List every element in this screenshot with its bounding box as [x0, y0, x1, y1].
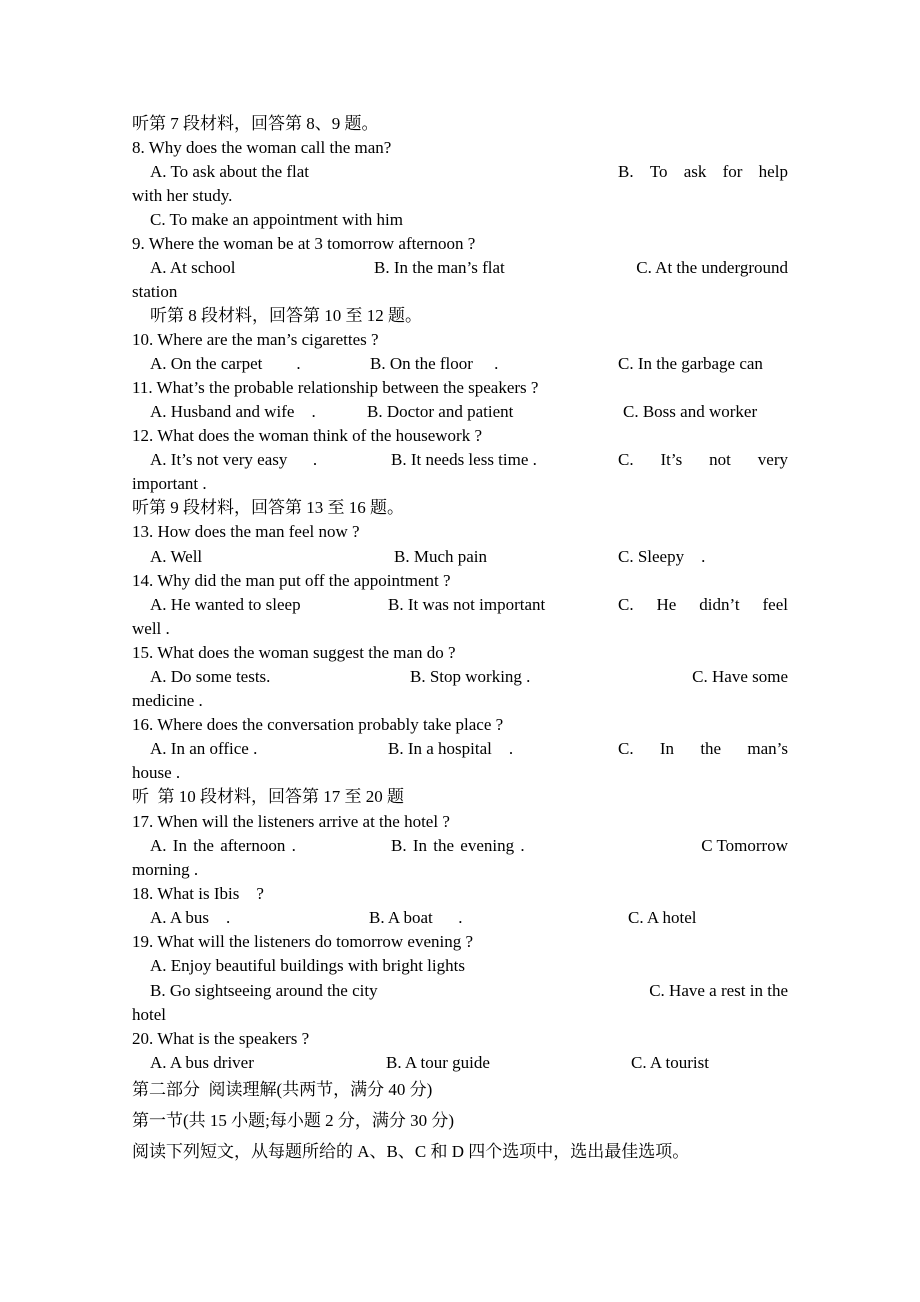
question-15: 15. What does the woman suggest the man do ?	[132, 643, 456, 662]
q16-option-a: A. In an office .	[150, 739, 258, 758]
q17-option-c-continued: morning .	[132, 860, 199, 879]
q12-option-b: B. It needs less time .	[391, 450, 537, 469]
q16-option-b: B. In a hospital .	[388, 739, 514, 758]
question-9: 9. Where the woman be at 3 tomorrow afternoon ?	[132, 234, 476, 253]
q8-option-b: B. To ask for help	[618, 162, 788, 181]
q11-option-b: B. Doctor and patient	[367, 402, 514, 421]
q8-option-c: C. To make an appointment with him	[150, 210, 403, 229]
q19-option-c-continued: hotel	[132, 1005, 166, 1024]
section-8-heading: 听第 8 段材料，回答第 10 至 12 题。	[150, 306, 422, 325]
q19-option-b: B. Go sightseeing around the city	[150, 981, 378, 1000]
q8-option-a: A. To ask about the flat	[150, 162, 310, 181]
question-13: 13. How does the man feel now ?	[132, 522, 360, 541]
q13-option-c: C. Sleepy .	[618, 547, 706, 566]
q14-option-a: A. He wanted to sleep	[150, 595, 301, 614]
q16-option-c: C. In the man’s	[618, 739, 788, 758]
question-12: 12. What does the woman think of the housework ?	[132, 426, 483, 445]
q10-option-c: C. In the garbage can	[618, 354, 763, 373]
question-19: 19. What will the listeners do tomorrow evening ?	[132, 932, 474, 951]
q9-option-b: B. In the man’s flat	[374, 258, 505, 277]
section-10-heading: 听 第 10 段材料，回答第 17 至 20 题	[132, 787, 404, 806]
q11-option-c: C. Boss and worker	[623, 402, 758, 421]
q17-option-b: B. In the evening .	[391, 836, 525, 855]
section-9-heading: 听第 9 段材料，回答第 13 至 16 题。	[132, 498, 404, 517]
q8-option-b-continued: with her study.	[132, 186, 233, 205]
q12-option-a: A. It’s not very easy .	[150, 450, 318, 469]
question-16: 16. Where does the conversation probably take place ?	[132, 715, 504, 734]
q20-option-b: B. A tour guide	[386, 1053, 490, 1072]
question-10: 10. Where are the man’s cigarettes ?	[132, 330, 379, 349]
q17-option-c: C Tomorrow	[701, 836, 788, 855]
part-2-title: 第二部分 阅读理解(共两节，满分 40 分)	[132, 1080, 433, 1099]
q9-option-c: C. At the underground	[636, 258, 788, 277]
q15-option-c: C. Have some	[692, 667, 788, 686]
q13-option-a: A. Well	[150, 547, 203, 566]
q9-option-a: A. At school	[150, 258, 236, 277]
q10-option-b: B. On the floor .	[370, 354, 499, 373]
q18-option-c: C. A hotel	[628, 908, 697, 927]
q15-option-a: A. Do some tests.	[150, 667, 271, 686]
question-14: 14. Why did the man put off the appointment ?	[132, 571, 451, 590]
question-18: 18. What is Ibis ?	[132, 884, 264, 903]
q9-option-c-continued: station	[132, 282, 178, 301]
section-7-heading: 听第 7 段材料，回答第 8、9 题。	[132, 114, 379, 133]
q14-option-b: B. It was not important	[388, 595, 546, 614]
q16-option-c-continued: house .	[132, 763, 181, 782]
part-2-instructions: 阅读下列短文，从每题所给的 A、B、C 和 D 四个选项中，选出最佳选项。	[132, 1142, 690, 1161]
q14-option-c-continued: well .	[132, 619, 170, 638]
question-20: 20. What is the speakers ?	[132, 1029, 310, 1048]
q15-option-b: B. Stop working .	[410, 667, 531, 686]
part-2-section-1-title: 第一节(共 15 小题;每小题 2 分，满分 30 分)	[132, 1111, 455, 1130]
q20-option-a: A. A bus driver	[150, 1053, 254, 1072]
question-17: 17. When will the listeners arrive at the hotel ?	[132, 812, 450, 831]
q18-option-b: B. A boat .	[369, 908, 463, 927]
q19-option-a: A. Enjoy beautiful buildings with bright lights	[150, 956, 465, 975]
q11-option-a: A. Husband and wife .	[150, 402, 316, 421]
q15-option-c-continued: medicine .	[132, 691, 203, 710]
q14-option-c: C. He didn’t feel	[618, 595, 788, 614]
q10-option-a: A. On the carpet .	[150, 354, 301, 373]
q12-option-c-continued: important .	[132, 474, 207, 493]
q12-option-c: C. It’s not very	[618, 450, 788, 469]
q19-option-c: C. Have a rest in the	[649, 981, 788, 1000]
q18-option-a: A. A bus .	[150, 908, 231, 927]
q20-option-c: C. A tourist	[631, 1053, 709, 1072]
q13-option-b: B. Much pain	[394, 547, 488, 566]
q17-option-a: A. In the afternoon .	[150, 836, 296, 855]
question-11: 11. What’s the probable relationship between the speakers ?	[132, 378, 539, 397]
question-8: 8. Why does the woman call the man?	[132, 138, 392, 157]
